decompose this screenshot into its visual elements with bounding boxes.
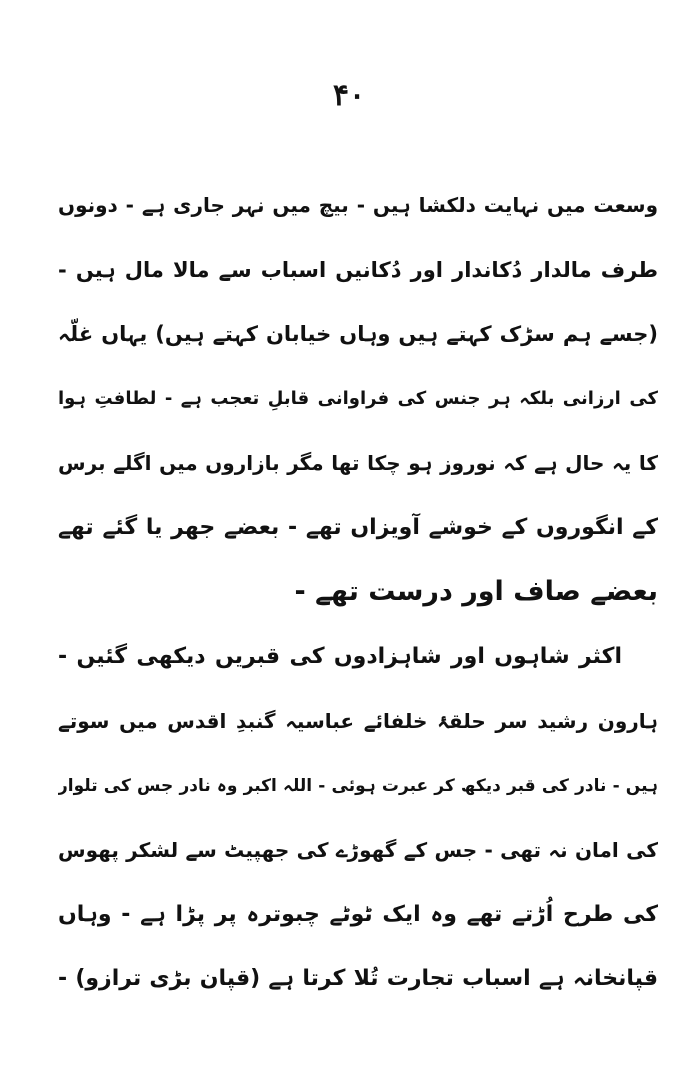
text-line: وسعت میں نہایت دلکشا ہیں - بیچ میں نہر جاری ہے - دونوں [58, 193, 658, 217]
text-line: قپانخانہ ہے اسباب تجارت تُلا کرتا ہے (قپان بڑی ترازو) - [58, 966, 658, 991]
page-text [58, 180, 658, 1019]
text-line: کی ارزانی بلکہ ہر جنس کی فراوانی قابلِ تعجب ہے - لطافتِ ہوا [58, 387, 658, 409]
text-line: ہارون رشید سر حلقۂ خلفائے عباسیہ گنبدِ اقدس میں سوتے [58, 709, 658, 733]
text-line: کی امان نہ تھی - جس کے گھوڑے کی جھپیٹ سے لشکر پھوس [58, 838, 658, 862]
text-line: کا یہ حال ہے کہ نوروز ہو چکا تھا مگر بازاروں میں اگلے برس [58, 451, 658, 475]
page-number: ۴۰ [332, 78, 366, 113]
paragraph-first-line: اکثر شاہوں اور شاہزادوں کی قبریں دیکھی گئیں - [58, 643, 622, 669]
text-line: طرف مالدار دُکاندار اور دُکانیں اسباب سے مالا مال ہیں - [58, 257, 658, 282]
text-line: بعضے صاف اور درست تھے - [294, 576, 658, 607]
text-line: ہیں - نادر کی قبر دیکھ کر عبرت ہوئی - اللہ اکبر وہ نادر جس کی تلوار [58, 775, 658, 796]
text-line: (جسے ہم سڑک کہتے ہیں وہاں خیابان کہتے ہیں) یہاں غلّہ [58, 322, 658, 346]
text-line: کی طرح اُڑتے تھے وہ ایک ٹوٹے چبوترہ پر پڑا ہے - وہاں [58, 901, 658, 927]
text-line: کے انگوروں کے خوشے آویزاں تھے - بعضے جھر یا گئے تھے [58, 514, 658, 540]
